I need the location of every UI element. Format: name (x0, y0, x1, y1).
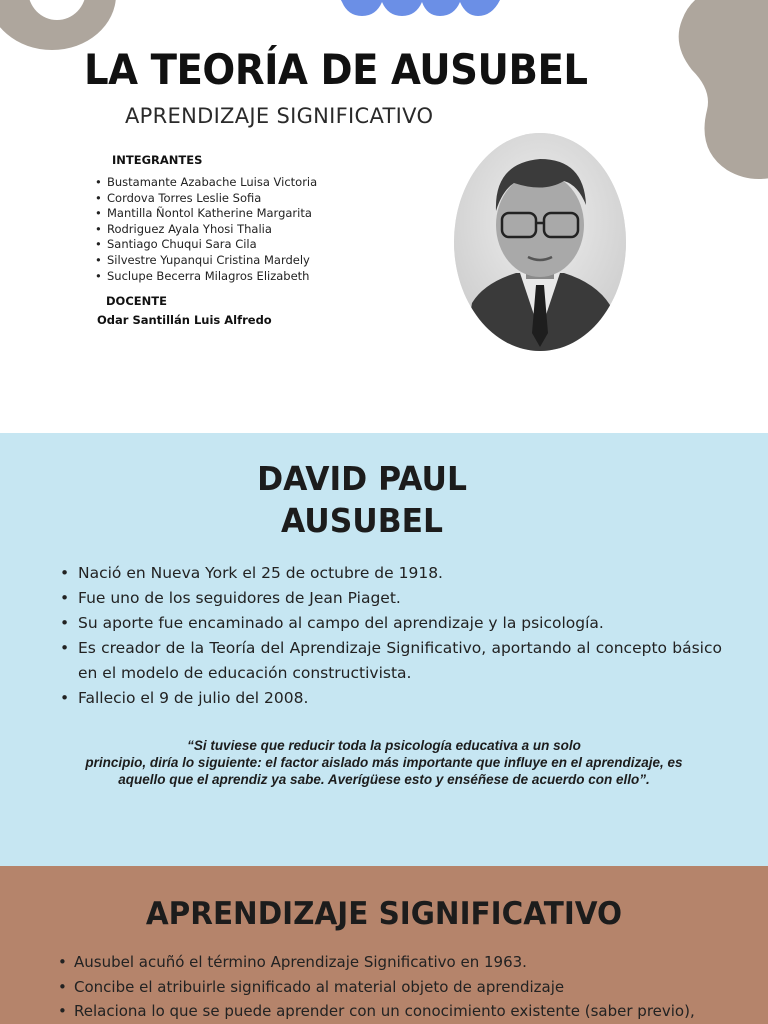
list-item: • Fallecio el 9 de julio del 2008. (60, 686, 722, 711)
list-item: • Cordova Torres Leslie Sofia (95, 191, 317, 207)
page-subtitle: APRENDIZAJE SIGNIFICATIVO (125, 104, 434, 128)
biography-title-line: DAVID PAUL (257, 459, 467, 498)
biography-list (60, 561, 722, 711)
teacher-heading: DOCENTE (106, 294, 167, 308)
ausubel-quote (60, 737, 708, 788)
biography-title (18, 458, 706, 542)
teacher-name: Odar Santillán Luis Alfredo (97, 313, 272, 327)
list-item: • Silvestre Yupanqui Cristina Mardely (95, 253, 317, 269)
header-section (0, 0, 768, 433)
biography-section (0, 433, 768, 866)
decorative-gray-blob (672, 0, 768, 185)
list-item: • Es creador de la Teoría del Aprendizaje Significativo, aportando al concepto básico en el modelo de educación constructivista. (60, 636, 722, 686)
members-list (95, 175, 317, 284)
portrait-illustration (454, 133, 626, 351)
meaningful-learning-title: APRENDIZAJE SIGNIFICATIVO (145, 896, 623, 932)
page-title: LA TEORÍA DE AUSUBEL (84, 45, 588, 94)
list-item: • Bustamante Azabache Luisa Victoria (95, 175, 317, 191)
meaningful-learning-list (58, 950, 726, 1024)
list-item: • Fue uno de los seguidores de Jean Piaget. (60, 586, 722, 611)
list-item: • Relaciona lo que se puede aprender con un conocimiento existente (saber previo), (58, 999, 726, 1024)
list-item: • Ausubel acuñó el término Aprendizaje Significativo en 1963. (58, 950, 726, 975)
quote-line: aquello que el aprendiz ya sabe. Averígüese esto y enséñese de acuerdo con ello”. (118, 772, 650, 787)
quote-line: “Si tuviese que reducir toda la psicología educativa a un solo (187, 738, 581, 753)
decorative-blue-scallops (332, 0, 502, 24)
list-item: • Mantilla Ñontol Katherine Margarita (95, 206, 317, 222)
quote-line: principio, diría lo siguiente: el factor aislado más importante que influye en el aprendizaje, es (85, 755, 683, 770)
biography-title-line: AUSUBEL (280, 501, 444, 540)
list-item: • Rodriguez Ayala Yhosi Thalia (95, 222, 317, 238)
list-item: • Suclupe Becerra Milagros Elizabeth (95, 269, 317, 285)
members-heading: INTEGRANTES (112, 153, 203, 167)
list-item: • Nació en Nueva York el 25 de octubre de 1918. (60, 561, 722, 586)
list-item: • Santiago Chuqui Sara Cila (95, 237, 317, 253)
portrait-photo (454, 133, 626, 351)
list-item: • Concibe el atribuirle significado al material objeto de aprendizaje (58, 975, 726, 1000)
meaningful-learning-section (0, 866, 768, 1024)
list-item: • Su aporte fue encaminado al campo del aprendizaje y la psicología. (60, 611, 722, 636)
